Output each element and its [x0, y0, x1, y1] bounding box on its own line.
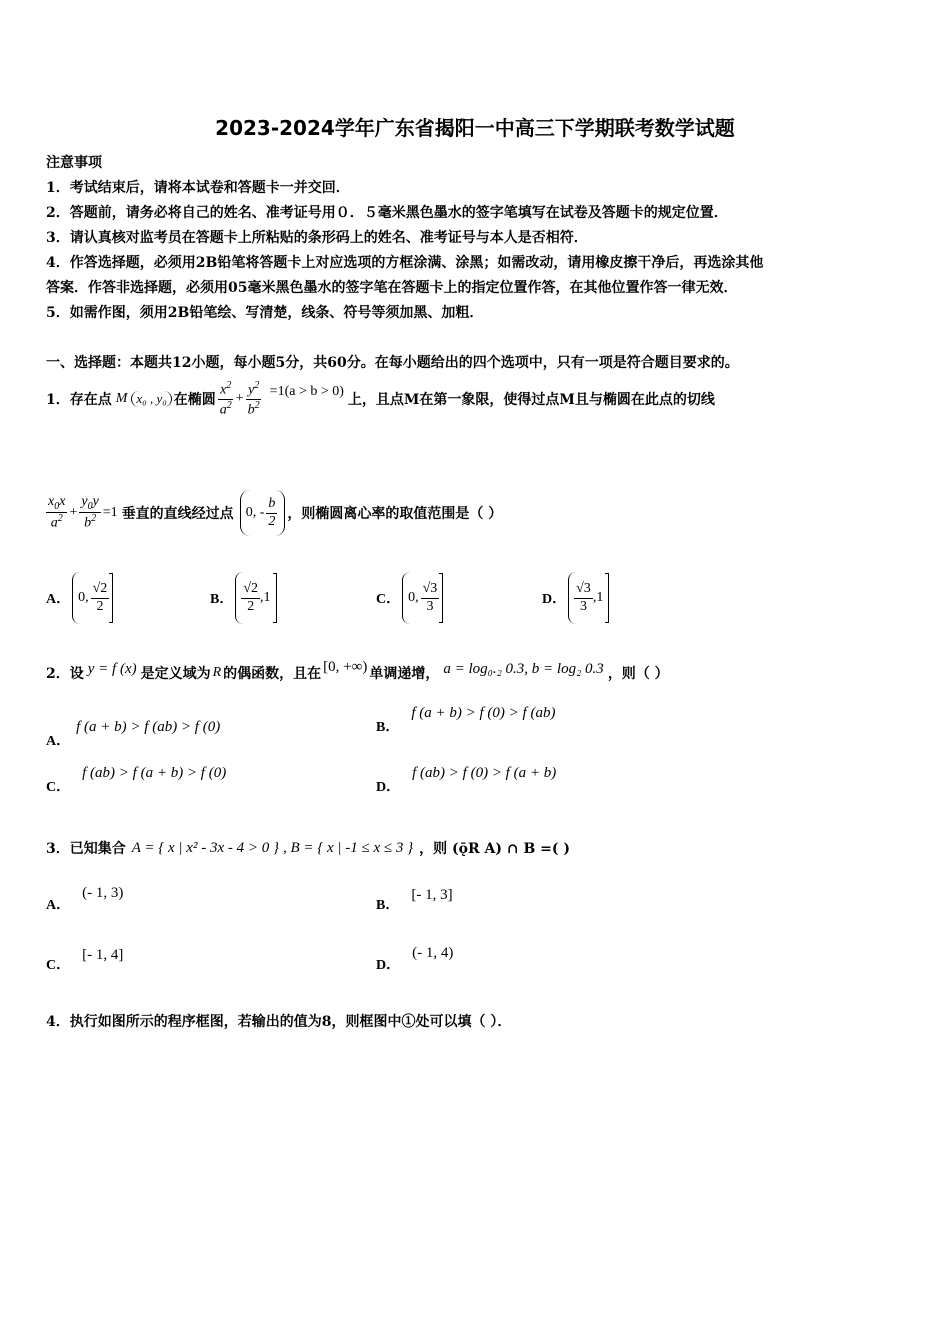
q3-prefix: 3．已知集合 [46, 841, 126, 857]
q1-point: M [115, 391, 128, 407]
q1-mid: 在椭圆 [173, 392, 216, 409]
q1-point-interval: 0, - $\frac{b}{2}$ [240, 490, 286, 536]
q2-option-a[interactable]: A． f (a + b) > f (ab) > f (0) [46, 719, 221, 749]
question-1-line2: $\frac{x_0x}{a^2}$ + $\frac{y_0y}{b^2}$ =1 垂直的直线经过点 0, - $\frac{b}{2}$ ，则椭圆离心率的取值范围是（ ） [46, 490, 502, 536]
q1-condition: =1(a > b > 0) [269, 384, 344, 400]
q1-line2-mid: 垂直的直线经过点 [121, 506, 234, 522]
q2-option-d[interactable]: D． f (ab) > f (0) > f (a + b) [376, 765, 557, 795]
q3-suffix: ，则 (ǭR A) ∩ B =( ) [419, 841, 571, 857]
q3-option-b[interactable]: B． [- 1, 3] [376, 887, 453, 913]
question-4: 4．执行如图所示的程序框图，若输出的值为8，则框图中①处可以填（ ）． [46, 1014, 512, 1030]
notice-item-3: 3．请认真核对监考员在答题卡上所粘贴的条形码上的姓名、准考证号与本人是否相符． [46, 230, 588, 246]
notice-item-2: 2．答题前，请务必将自己的姓名、准考证号用０．５毫米黑色墨水的签字笔填写在试卷及答题卡的规定位置． [46, 205, 728, 221]
q2-mid1: 是定义域为 [140, 666, 211, 682]
q3-option-a[interactable]: A． (- 1, 3) [46, 885, 124, 913]
q1-prefix: 1．存在点 [46, 392, 112, 409]
q1-frac-x: $\frac{x^2}{a^2}$ [219, 380, 232, 418]
section-heading: 一、选择题：本题共12小题，每小题5分，共60分。在每小题给出的四个选项中，只有一项是符合题目要求的。 [46, 355, 739, 371]
question-2 [46, 658, 669, 683]
q2-option-c[interactable]: C． f (ab) > f (a + b) > f (0) [46, 765, 227, 795]
q3-set-b: , B = { x | -1 ≤ x ≤ 3 } [282, 839, 414, 856]
q1-suffix: 上，且点M在第一象限，使得过点M且与椭圆在此点的切线 [347, 392, 715, 409]
page-title: 2023-2024学年广东省揭阳一中高三下学期联考数学试题 [215, 116, 735, 140]
question-3 [46, 838, 570, 858]
notice-item-4-cont: 答案．作答非选择题，必须用05毫米黑色墨水的签字笔在答题卡上的指定位置作答，在其他位置作答一律无效． [46, 280, 738, 296]
notice-item-5: 5．如需作图，须用2B铅笔绘、写清楚，线条、符号等须加黑、加粗． [46, 305, 484, 321]
q2-suffix: ，则（ ） [607, 666, 669, 682]
notice-item-1: 1．考试结束后，请将本试卷和答题卡一并交回． [46, 180, 350, 196]
q3-option-d[interactable]: D． (- 1, 4) [376, 945, 454, 973]
q2-option-b[interactable]: B． f (a + b) > f (0) > f (ab) [376, 705, 556, 735]
notice-heading: 注意事项 [46, 155, 102, 171]
q2-ab: a = log₀.₂ 0.3, b = log₂ 0.3 [443, 660, 604, 677]
q3-option-c[interactable]: C． [- 1, 4] [46, 947, 124, 973]
q3-set-a: A = { x | x² - 3x - 4 > 0 } [131, 839, 279, 856]
q2-mid2: 的偶函数，且在 [223, 666, 322, 682]
q2-prefix: 2．设 [46, 666, 84, 682]
q1-tangent-frac-x: $\frac{x_0x}{a^2}$ [48, 493, 66, 531]
q2-mid3: 单调递增， [369, 666, 440, 682]
question-1: 1．存在点 M x₀ , y₀ 在椭圆 $\frac{x^2}{a^2}$ + $\frac{y^2}{b^2}$ =1(a > b > 0) 上，且点M在第一象限，使得过点M且与椭圆在此点的切线 [46, 380, 715, 418]
q1-tangent-frac-y: $\frac{y_0y}{b^2}$ [81, 493, 99, 531]
q1-frac-y: $\frac{y^2}{b^2}$ [247, 380, 260, 418]
q1-line2-suffix: ，则椭圆离心率的取值范围是（ ） [287, 506, 503, 522]
q1-option-d[interactable]: D． $\frac{√3}{3}$ ,1 [542, 572, 609, 624]
notice-item-4: 4．作答选择题，必须用2B铅笔将答题卡上对应选项的方框涂满、涂黑；如需改动，请用橡皮擦干净后，再选涂其他 [46, 255, 764, 271]
q1-coords: x₀ , y₀ [131, 391, 171, 407]
q1-option-a[interactable]: A． 0, $\frac{√2}{2}$ [46, 572, 113, 624]
q2-R: R [212, 665, 222, 680]
q1-option-b[interactable]: B． $\frac{√2}{2}$ ,1 [210, 572, 277, 624]
q2-interval: [0, +∞) [323, 658, 368, 675]
q2-func: y = f (x) [87, 660, 137, 677]
q1-option-c[interactable]: C． 0, $\frac{√3}{3}$ [376, 572, 443, 624]
